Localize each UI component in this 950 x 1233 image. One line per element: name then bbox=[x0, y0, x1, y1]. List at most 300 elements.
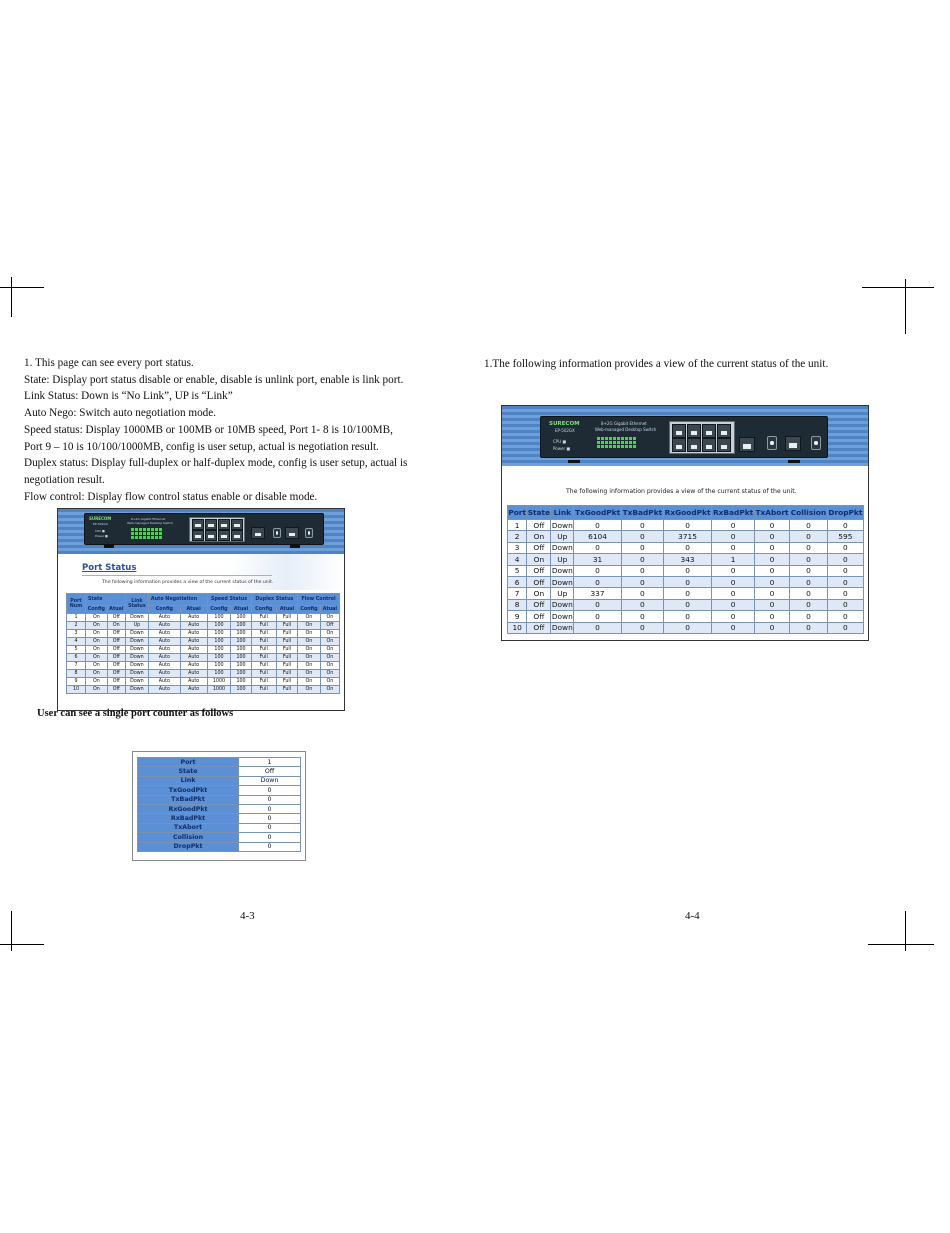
table-row bbox=[138, 767, 301, 776]
table-cell: 0 bbox=[621, 576, 663, 587]
table-row bbox=[67, 614, 340, 622]
table-cell: Up bbox=[551, 531, 574, 542]
sub-header: Atual bbox=[276, 606, 297, 614]
table-cell: 31 bbox=[574, 554, 622, 565]
port-number-cell: 9 bbox=[508, 611, 527, 622]
crop-mark bbox=[905, 279, 906, 334]
paragraph: Port 9 – 10 is 10/100/1000MB, config is user setup, actual is negotiation result. bbox=[24, 440, 379, 453]
table-cell: On bbox=[86, 670, 108, 678]
paragraph: negotiation result. bbox=[24, 473, 105, 486]
table-cell: 0 bbox=[790, 599, 828, 610]
table-cell: Off bbox=[527, 611, 551, 622]
col-header: Collision bbox=[790, 506, 828, 520]
table-cell: Auto bbox=[148, 614, 180, 622]
counter-label: DropPkt bbox=[138, 842, 239, 851]
table-row bbox=[138, 842, 301, 851]
table-row bbox=[67, 654, 340, 662]
gigabit-port-10 bbox=[285, 527, 299, 539]
sub-header: Atual bbox=[320, 606, 339, 614]
table-cell: 0 bbox=[663, 520, 711, 531]
device-banner bbox=[502, 406, 868, 466]
table-row bbox=[67, 686, 340, 694]
switch-device-image bbox=[540, 416, 828, 458]
table-cell: Auto bbox=[180, 638, 207, 646]
port-number-cell: 7 bbox=[508, 588, 527, 599]
port-number-cell: 4 bbox=[508, 554, 527, 565]
table-cell: Off bbox=[107, 670, 125, 678]
page-number-right: 4-4 bbox=[685, 910, 700, 922]
table-cell: On bbox=[86, 654, 108, 662]
table-cell: 0 bbox=[621, 622, 663, 633]
table-cell: Off bbox=[527, 565, 551, 576]
table-cell: Down bbox=[551, 623, 573, 633]
table-cell: Full bbox=[251, 622, 276, 630]
table-cell: On bbox=[320, 654, 339, 662]
port-number-cell: 4 bbox=[67, 638, 86, 646]
paragraph: Link Status: Down is “No Link”, UP is “Link” bbox=[24, 390, 233, 403]
table-cell: 100 bbox=[207, 638, 231, 646]
table-row bbox=[67, 678, 340, 686]
right-page-body bbox=[484, 356, 904, 373]
table-cell: On bbox=[320, 678, 339, 686]
table-cell: Down bbox=[125, 646, 148, 654]
table-cell: 0 bbox=[827, 542, 863, 553]
table-cell: Down bbox=[125, 678, 148, 686]
table-row bbox=[67, 646, 340, 654]
table-cell: Full bbox=[276, 630, 297, 638]
table-cell: 0 bbox=[712, 611, 755, 622]
table-cell: Down bbox=[551, 611, 573, 621]
table-cell: 0 bbox=[663, 588, 711, 599]
port-number-cell: 10 bbox=[508, 622, 527, 633]
table-cell: Full bbox=[276, 662, 297, 670]
table-cell: 6104 bbox=[574, 531, 622, 542]
table-cell: 0 bbox=[663, 599, 711, 610]
counter-label: Port bbox=[138, 758, 239, 767]
paragraph: State: Display port status disable or enable, disable is unlink port, enable is link port. bbox=[24, 373, 404, 386]
table-cell: On bbox=[86, 614, 108, 622]
led-label-cpu: CPU ■ bbox=[553, 439, 567, 444]
counter-value: Off bbox=[239, 767, 301, 776]
counter-value: 0 bbox=[239, 786, 301, 795]
led-label-power: Power ■ bbox=[95, 534, 108, 538]
table-cell: On bbox=[298, 630, 321, 638]
table-row bbox=[67, 622, 340, 630]
table-cell: 100 bbox=[231, 654, 251, 662]
table-cell: 0 bbox=[712, 588, 755, 599]
table-cell: Full bbox=[251, 686, 276, 694]
port-counter-table bbox=[507, 505, 864, 634]
sub-header: Atual bbox=[231, 606, 251, 614]
table-cell: Down bbox=[551, 577, 573, 587]
sub-header: Config bbox=[86, 606, 108, 614]
port-status-screenshot bbox=[57, 508, 345, 711]
table-cell: Off bbox=[107, 678, 125, 686]
table-cell: On bbox=[320, 646, 339, 654]
col-header: Flow Control bbox=[298, 594, 340, 606]
table-cell: Auto bbox=[148, 678, 180, 686]
gigabit-port-10 bbox=[785, 436, 801, 451]
table-cell: Auto bbox=[180, 646, 207, 654]
table-cell: 100 bbox=[231, 670, 251, 678]
table-cell: On bbox=[298, 614, 321, 622]
table-cell: On bbox=[320, 670, 339, 678]
table-cell: 0 bbox=[574, 611, 622, 622]
port-status-table bbox=[66, 593, 340, 694]
table-cell: Off bbox=[527, 542, 551, 553]
table-cell: Down bbox=[551, 543, 573, 553]
table-cell: Full bbox=[276, 670, 297, 678]
port-number-cell: 6 bbox=[508, 576, 527, 587]
paragraph: Speed status: Display 1000MB or 100MB or 10MB speed, Port 1- 8 is 10/100MB, bbox=[24, 423, 393, 436]
table-cell: Up bbox=[551, 554, 574, 565]
port-number-cell: 5 bbox=[508, 565, 527, 576]
table-row bbox=[138, 786, 301, 795]
table-row bbox=[67, 630, 340, 638]
table-cell: 0 bbox=[712, 531, 755, 542]
port-number-cell: 1 bbox=[508, 520, 527, 531]
table-cell: 100 bbox=[207, 622, 231, 630]
table-cell: 0 bbox=[790, 520, 828, 531]
device-subtitle: Web-managed Desktop Switch bbox=[127, 521, 173, 525]
table-row bbox=[508, 531, 864, 542]
paragraph: Duplex status: Display full-duplex or half-duplex mode, config is user setup, actual is bbox=[24, 457, 408, 470]
sub-header: Config bbox=[148, 606, 180, 614]
rj45-port-block bbox=[189, 517, 245, 542]
table-cell: On bbox=[298, 662, 321, 670]
port-counter-screenshot bbox=[501, 405, 869, 641]
table-cell: 337 bbox=[574, 588, 622, 599]
page-title: Port Status bbox=[82, 563, 137, 573]
table-cell: 343 bbox=[663, 554, 711, 565]
table-cell: On bbox=[298, 670, 321, 678]
table-cell: Auto bbox=[180, 614, 207, 622]
counter-caption: User can see a single port counter as follows bbox=[37, 708, 234, 719]
single-port-counter-screenshot bbox=[132, 751, 306, 861]
cable bbox=[568, 460, 580, 463]
table-cell: 0 bbox=[754, 622, 789, 633]
table-cell: 0 bbox=[790, 554, 828, 565]
table-cell: On bbox=[527, 554, 551, 565]
table-cell: Auto bbox=[148, 638, 180, 646]
intro-text: The following information provides a view of the current status of the unit. bbox=[566, 488, 797, 495]
port-number-cell: 8 bbox=[508, 599, 527, 610]
single-port-counter-table bbox=[137, 757, 301, 852]
table-cell: On bbox=[298, 622, 321, 630]
table-cell: Down bbox=[125, 614, 148, 622]
table-cell: 0 bbox=[712, 565, 755, 576]
table-cell: On bbox=[527, 588, 551, 599]
table-cell: 0 bbox=[754, 611, 789, 622]
port-number-cell: 2 bbox=[508, 531, 527, 542]
table-cell: 0 bbox=[754, 599, 789, 610]
crop-mark bbox=[868, 944, 934, 945]
table-cell: Full bbox=[251, 662, 276, 670]
table-cell: Up bbox=[551, 588, 574, 599]
table-cell: Full bbox=[251, 638, 276, 646]
table-cell: 0 bbox=[621, 565, 663, 576]
table-row bbox=[138, 795, 301, 804]
sfp-port bbox=[273, 528, 281, 538]
table-cell: 100 bbox=[207, 614, 231, 622]
table-cell: Auto bbox=[180, 622, 207, 630]
brand-logo: SURECOM bbox=[89, 516, 112, 521]
table-row bbox=[508, 520, 864, 531]
counter-value: 0 bbox=[239, 814, 301, 823]
table-cell: 0 bbox=[621, 542, 663, 553]
sub-header: Config bbox=[207, 606, 231, 614]
port-number-cell: 9 bbox=[67, 678, 86, 686]
table-cell: Full bbox=[251, 678, 276, 686]
table-row bbox=[508, 576, 864, 587]
counter-label: RxGoodPkt bbox=[138, 804, 239, 813]
port-number-cell: 2 bbox=[67, 622, 86, 630]
table-cell: 0 bbox=[790, 542, 828, 553]
device-title: 8+2G Gigabit Ethernet bbox=[601, 421, 647, 426]
table-row bbox=[67, 638, 340, 646]
table-row bbox=[508, 554, 864, 565]
counter-value: 0 bbox=[239, 804, 301, 813]
table-cell: Down bbox=[125, 630, 148, 638]
device-title: 8+2G Gigabit Ethernet bbox=[131, 517, 166, 521]
cable bbox=[290, 545, 300, 548]
intro-text: The following information provides a view of the current status of the unit. bbox=[102, 580, 274, 585]
model-label: EP-502GX bbox=[93, 522, 108, 526]
table-cell: 0 bbox=[827, 599, 863, 610]
table-cell: Full bbox=[251, 670, 276, 678]
sub-header: Atual bbox=[109, 607, 124, 612]
title-rule bbox=[82, 575, 272, 576]
table-cell: Auto bbox=[148, 646, 180, 654]
table-cell: Auto bbox=[180, 630, 207, 638]
table-cell: 595 bbox=[827, 531, 863, 542]
model-label: EP-502GX bbox=[555, 428, 575, 433]
table-cell: On bbox=[298, 646, 321, 654]
cable bbox=[104, 545, 114, 548]
col-header: Port Num bbox=[67, 594, 86, 614]
counter-label: Link bbox=[138, 776, 239, 785]
table-cell: Up bbox=[125, 622, 148, 630]
device-banner bbox=[58, 509, 344, 554]
table-cell: 0 bbox=[574, 565, 622, 576]
col-header: RxBadPkt bbox=[712, 506, 755, 520]
crop-mark bbox=[905, 911, 906, 951]
table-cell: 0 bbox=[663, 622, 711, 633]
table-cell: 0 bbox=[621, 599, 663, 610]
table-row bbox=[138, 758, 301, 767]
paragraph: Auto Nego: Switch auto negotiation mode. bbox=[24, 407, 217, 420]
table-cell: Down bbox=[551, 600, 573, 610]
table-cell: On bbox=[86, 630, 108, 638]
table-cell: On bbox=[298, 678, 321, 686]
table-cell: On bbox=[320, 686, 339, 694]
table-cell: Full bbox=[276, 614, 297, 622]
table-cell: 0 bbox=[712, 599, 755, 610]
table-cell: Auto bbox=[148, 622, 180, 630]
table-cell: 0 bbox=[621, 531, 663, 542]
table-cell: 0 bbox=[574, 542, 622, 553]
port-number-cell: 3 bbox=[508, 542, 527, 553]
table-cell: Auto bbox=[180, 670, 207, 678]
table-cell: 0 bbox=[621, 611, 663, 622]
table-cell: 0 bbox=[663, 542, 711, 553]
table-cell: 0 bbox=[827, 576, 863, 587]
rj45-port-block bbox=[669, 421, 735, 454]
table-cell: 0 bbox=[754, 542, 789, 553]
table-row bbox=[508, 611, 864, 622]
table-cell: On bbox=[320, 630, 339, 638]
table-cell: Down bbox=[125, 686, 148, 694]
table-cell: Down bbox=[125, 654, 148, 662]
table-cell: 0 bbox=[574, 599, 622, 610]
table-cell: 0 bbox=[827, 622, 863, 633]
table-row bbox=[508, 599, 864, 610]
table-cell: Down bbox=[551, 520, 573, 530]
crop-mark bbox=[11, 277, 12, 317]
table-cell: On bbox=[298, 686, 321, 694]
table-cell: 0 bbox=[754, 554, 789, 565]
table-cell: 0 bbox=[621, 554, 663, 565]
table-cell: 100 bbox=[231, 630, 251, 638]
table-cell: 0 bbox=[827, 565, 863, 576]
counter-value: 1 bbox=[239, 758, 301, 767]
table-cell: 1000 bbox=[207, 678, 231, 686]
table-cell: Down bbox=[125, 638, 148, 646]
col-header: Duplex Status bbox=[251, 594, 297, 606]
table-cell: Auto bbox=[148, 662, 180, 670]
counter-label: RxBadPkt bbox=[138, 814, 239, 823]
table-cell: 1000 bbox=[207, 686, 231, 694]
table-cell: 0 bbox=[574, 622, 622, 633]
table-cell: Off bbox=[107, 662, 125, 670]
led-label-power: Power ■ bbox=[553, 446, 571, 451]
counter-label: TxBadPkt bbox=[138, 795, 239, 804]
sub-header: Atual bbox=[180, 606, 207, 614]
device-subtitle: Web-managed Desktop Switch bbox=[595, 427, 657, 432]
col-header: Speed Status bbox=[207, 594, 251, 606]
table-cell: Down bbox=[125, 662, 148, 670]
table-cell: 0 bbox=[790, 531, 828, 542]
port-number-cell: 10 bbox=[67, 686, 86, 694]
table-row bbox=[138, 823, 301, 832]
table-cell: 100 bbox=[231, 678, 251, 686]
table-cell: 100 bbox=[207, 630, 231, 638]
table-cell: 0 bbox=[754, 531, 789, 542]
table-row bbox=[67, 670, 340, 678]
table-cell: On bbox=[298, 654, 321, 662]
crop-mark bbox=[0, 944, 44, 945]
table-cell: 0 bbox=[790, 622, 828, 633]
table-cell: Full bbox=[276, 686, 297, 694]
table-row bbox=[508, 542, 864, 553]
table-cell: 0 bbox=[712, 542, 755, 553]
table-cell: 0 bbox=[790, 576, 828, 587]
table-cell: 100 bbox=[207, 670, 231, 678]
col-header: Port bbox=[508, 506, 527, 520]
led-panel bbox=[597, 437, 645, 449]
left-page-body bbox=[24, 355, 434, 505]
table-row bbox=[67, 662, 340, 670]
table-cell: Auto bbox=[148, 686, 180, 694]
table-cell: Full bbox=[251, 614, 276, 622]
col-header: TxGoodPkt bbox=[574, 506, 622, 520]
gigabit-port-9 bbox=[739, 437, 755, 452]
col-header: Link Status bbox=[125, 594, 148, 614]
table-cell: Auto bbox=[180, 678, 207, 686]
table-cell: Auto bbox=[148, 630, 180, 638]
table-cell: Full bbox=[276, 638, 297, 646]
table-cell: On bbox=[527, 531, 551, 542]
paragraph: 1.The following information provides a view of the current status of the unit. bbox=[484, 358, 829, 370]
table-cell: Off bbox=[107, 630, 125, 638]
table-cell: On bbox=[320, 662, 339, 670]
cable bbox=[788, 460, 800, 463]
port-status-rows bbox=[67, 614, 340, 694]
table-cell: 0 bbox=[827, 520, 863, 531]
table-cell: On bbox=[86, 686, 108, 694]
table-cell: On bbox=[86, 646, 108, 654]
port-number-cell: 3 bbox=[67, 630, 86, 638]
table-cell: Full bbox=[276, 654, 297, 662]
table-cell: On bbox=[298, 638, 321, 646]
table-cell: Off bbox=[527, 622, 551, 633]
table-cell: Full bbox=[251, 654, 276, 662]
counter-label: State bbox=[138, 767, 239, 776]
table-cell: 0 bbox=[827, 588, 863, 599]
sfp-port bbox=[305, 528, 313, 538]
port-number-cell: 1 bbox=[67, 614, 86, 622]
col-header: Link bbox=[551, 506, 574, 520]
sfp-port bbox=[767, 436, 777, 450]
table-cell: 0 bbox=[663, 611, 711, 622]
table-cell: Auto bbox=[180, 662, 207, 670]
table-cell: Full bbox=[251, 646, 276, 654]
table-cell: 0 bbox=[574, 576, 622, 587]
table-cell: Down bbox=[125, 670, 148, 678]
counter-label: TxAbort bbox=[138, 823, 239, 832]
table-cell: 100 bbox=[231, 638, 251, 646]
table-cell: Off bbox=[527, 576, 551, 587]
table-cell: 3715 bbox=[663, 531, 711, 542]
crop-mark bbox=[862, 287, 934, 288]
gigabit-port-9 bbox=[251, 527, 265, 539]
counter-value: 0 bbox=[239, 833, 301, 842]
table-cell: On bbox=[320, 614, 339, 622]
table-cell: Off bbox=[107, 614, 125, 622]
table-cell: On bbox=[107, 622, 125, 630]
table-cell: 0 bbox=[712, 622, 755, 633]
table-cell: Off bbox=[527, 520, 551, 531]
port-number-cell: 6 bbox=[67, 654, 86, 662]
paragraph: 1. This page can see every port status. bbox=[24, 357, 194, 369]
port-number-cell: 5 bbox=[67, 646, 86, 654]
table-cell: 0 bbox=[712, 520, 755, 531]
page-header-area bbox=[58, 554, 344, 590]
switch-device-image bbox=[84, 513, 324, 545]
table-cell: 1 bbox=[712, 554, 755, 565]
table-cell: 0 bbox=[621, 588, 663, 599]
table-cell: Full bbox=[251, 630, 276, 638]
table-cell: Off bbox=[107, 638, 125, 646]
table-cell: Down bbox=[551, 566, 573, 576]
table-cell: 0 bbox=[790, 565, 828, 576]
table-cell: 0 bbox=[621, 520, 663, 531]
counter-label: TxGoodPkt bbox=[138, 786, 239, 795]
table-cell: On bbox=[86, 638, 108, 646]
table-row bbox=[508, 622, 864, 633]
brand-logo: SURECOM bbox=[549, 421, 580, 427]
counter-value: 0 bbox=[239, 842, 301, 851]
